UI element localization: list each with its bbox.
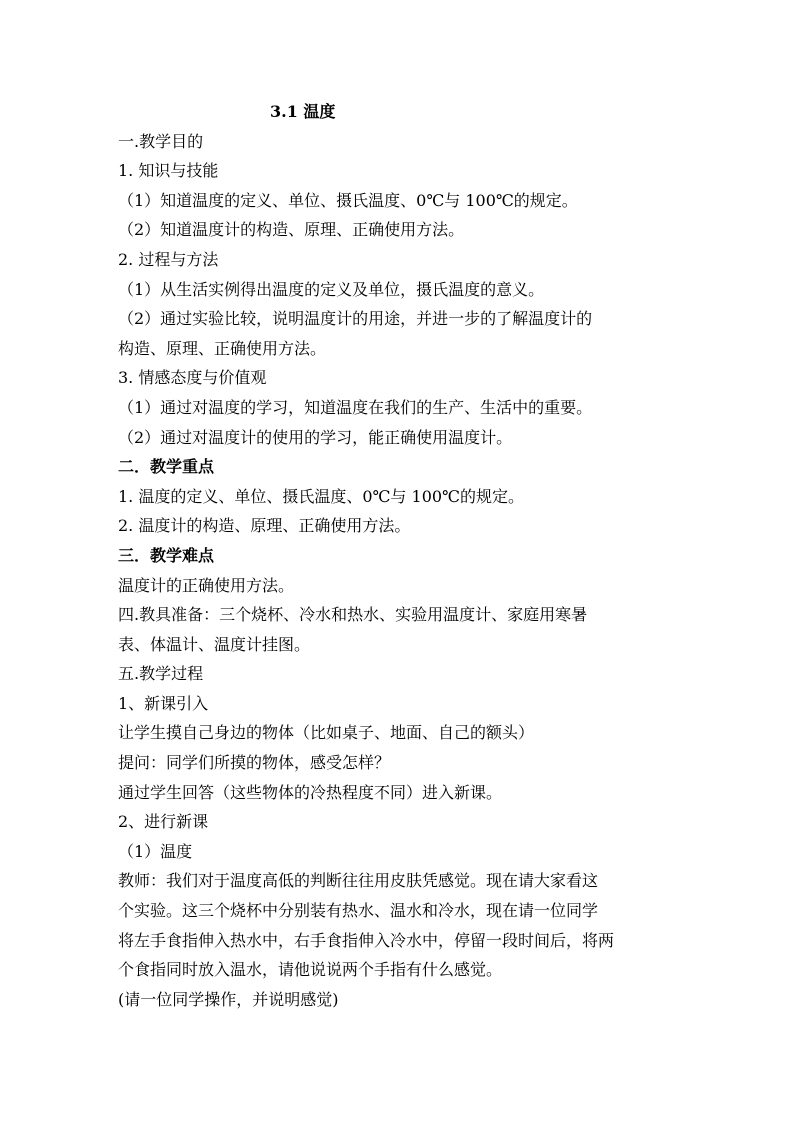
- text-line: （1）从生活实例得出温度的定义及单位，摄氏温度的意义。: [118, 279, 545, 299]
- section-heading: 三．教学难点: [118, 545, 215, 565]
- text-line: （2）知道温度计的构造、原理、正确使用方法。: [118, 220, 465, 240]
- text-line: 将左手食指伸入热水中，右手食指伸入冷水中，停留一段时间后，将两: [118, 930, 615, 950]
- text-line: 2、进行新课: [118, 812, 209, 832]
- section-heading: 二．教学重点: [118, 457, 215, 477]
- text-line: 一.教学目的: [118, 131, 204, 151]
- text-line: 个实验。这三个烧杯中分别装有热水、温水和冷水，现在请一位同学: [118, 901, 599, 921]
- text-line: 1. 温度的定义、单位、摄氏温度、0℃与 100℃的规定。: [118, 486, 524, 506]
- text-line: 2. 温度计的构造、原理、正确使用方法。: [118, 516, 411, 536]
- text-line: （2）通过实验比较，说明温度计的用途，并进一步的了解温度计的: [118, 309, 593, 329]
- document-body: [118, 97, 688, 1014]
- document-title: 3.1 温度: [270, 102, 336, 121]
- text-line: （2）通过对温度计的使用的学习，能正确使用温度计。: [118, 427, 513, 447]
- text-line: （1）知道温度的定义、单位、摄氏温度、0℃与 100℃的规定。: [118, 190, 578, 210]
- text-line: 1、新课引入: [118, 693, 209, 713]
- text-line: （1）温度: [118, 841, 193, 861]
- text-line: 个食指同时放入温水，请他说说两个手指有什么感觉。: [118, 960, 503, 980]
- text-line: 温度计的正确使用方法。: [118, 575, 295, 595]
- text-line: (请一位同学操作，并说明感觉): [118, 989, 339, 1009]
- text-line: 1. 知识与技能: [118, 161, 219, 181]
- text-line: 构造、原理、正确使用方法。: [118, 338, 327, 358]
- text-line: 四.教具准备：三个烧杯、冷水和热水、实验用温度计、家庭用寒暑: [118, 605, 588, 625]
- text-line: 2. 过程与方法: [118, 249, 219, 269]
- text-line: （1）通过对温度的学习，知道温度在我们的生产、生活中的重要。: [118, 397, 593, 417]
- text-line: 让学生摸自己身边的物体（比如桌子、地面、自己的额头）: [118, 723, 535, 743]
- text-line: 五.教学过程: [118, 664, 204, 684]
- text-line: 教师：我们对于温度高低的判断往往用皮肤凭感觉。现在请大家看这: [118, 871, 599, 891]
- text-line: 通过学生回答（这些物体的冷热程度不同）进入新课。: [118, 782, 503, 802]
- text-line: 表、体温计、温度计挂图。: [118, 634, 311, 654]
- text-line: 3. 情感态度与价值观: [118, 368, 267, 388]
- text-line: 提问：同学们所摸的物体，感受怎样？: [118, 753, 391, 773]
